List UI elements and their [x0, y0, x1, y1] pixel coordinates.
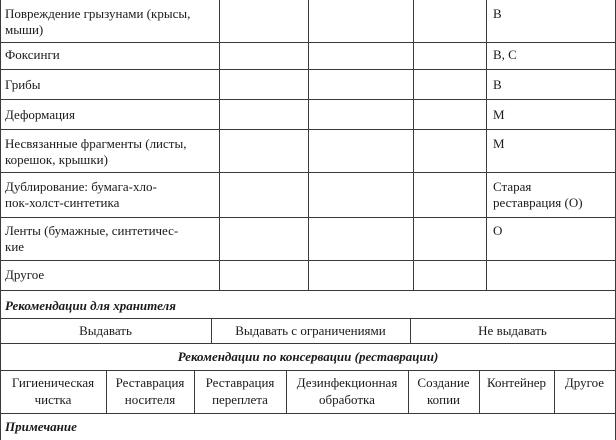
grid-line [0, 99, 616, 100]
conservation-option-binding: Реставрация [205, 375, 275, 390]
grid-line [0, 0, 1, 290]
row-label: Дублирование: бумага-хло- [5, 179, 157, 194]
row-label: корешок, крышки) [5, 152, 108, 167]
conservation-option-cleaning: чистка [34, 392, 72, 407]
row-label: Грибы [5, 77, 41, 92]
grid-line [413, 0, 414, 290]
conservation-option-other: Другое [564, 375, 605, 390]
conservation-option-container: Контейнер [486, 375, 547, 390]
row-mark: реставрация (О) [493, 195, 583, 210]
row-label: Деформация [5, 107, 75, 122]
conservation-section-title: Рекомендации по консервации (реставрации) [177, 349, 439, 364]
row-label: Фоксинги [5, 47, 60, 62]
grid-line [219, 0, 220, 290]
row-mark: О [493, 223, 503, 238]
conservation-option-disinfection: Дезинфекционная [296, 375, 398, 390]
row-mark: В [493, 77, 502, 92]
row-label: кие [5, 239, 25, 254]
conservation-option-binding: переплета [212, 392, 268, 407]
row-label: Повреждение грызунами (крысы, [5, 6, 191, 21]
grid-line [0, 370, 616, 371]
grid-line [0, 217, 616, 218]
grid-line [0, 413, 616, 414]
row-label: Другое [5, 267, 45, 282]
conservation-option-cleaning: Гигиеническая [11, 375, 95, 390]
row-mark: В [493, 6, 502, 21]
row-mark: Старая [493, 179, 532, 194]
grid-line [308, 0, 309, 290]
keeper-option-no-issue: Не выдавать [478, 323, 547, 338]
keeper-option-restricted: Выдавать с ограничениями [235, 323, 386, 338]
row-label: Ленты (бумажные, синтетичес- [5, 223, 179, 238]
conservation-option-copy: Создание [417, 375, 470, 390]
row-label: Несвязанные фрагменты (листы, [5, 136, 187, 151]
row-label: пок-холст-синтетика [5, 195, 120, 210]
conservation-option-disinfection: обработка [319, 392, 375, 407]
keeper-section-title: Рекомендации для хранителя [5, 298, 176, 313]
grid-line [0, 318, 616, 319]
row-mark: М [493, 107, 505, 122]
grid-line [486, 0, 487, 290]
grid-line [0, 343, 616, 344]
row-mark: В, С [493, 47, 517, 62]
grid-line [0, 290, 616, 291]
grid-line [0, 260, 616, 261]
note-section-title: Примечание [5, 419, 77, 434]
grid-line [0, 129, 616, 130]
row-label: мыши) [5, 22, 44, 37]
grid-line [0, 69, 616, 70]
conservation-option-carrier: носителя [124, 392, 176, 407]
conservation-option-copy: копии [426, 392, 461, 407]
grid-line [0, 172, 616, 173]
grid-line [0, 42, 616, 43]
conservation-option-carrier: Реставрация [115, 375, 185, 390]
row-mark: М [493, 136, 505, 151]
keeper-option-issue: Выдавать [79, 323, 132, 338]
